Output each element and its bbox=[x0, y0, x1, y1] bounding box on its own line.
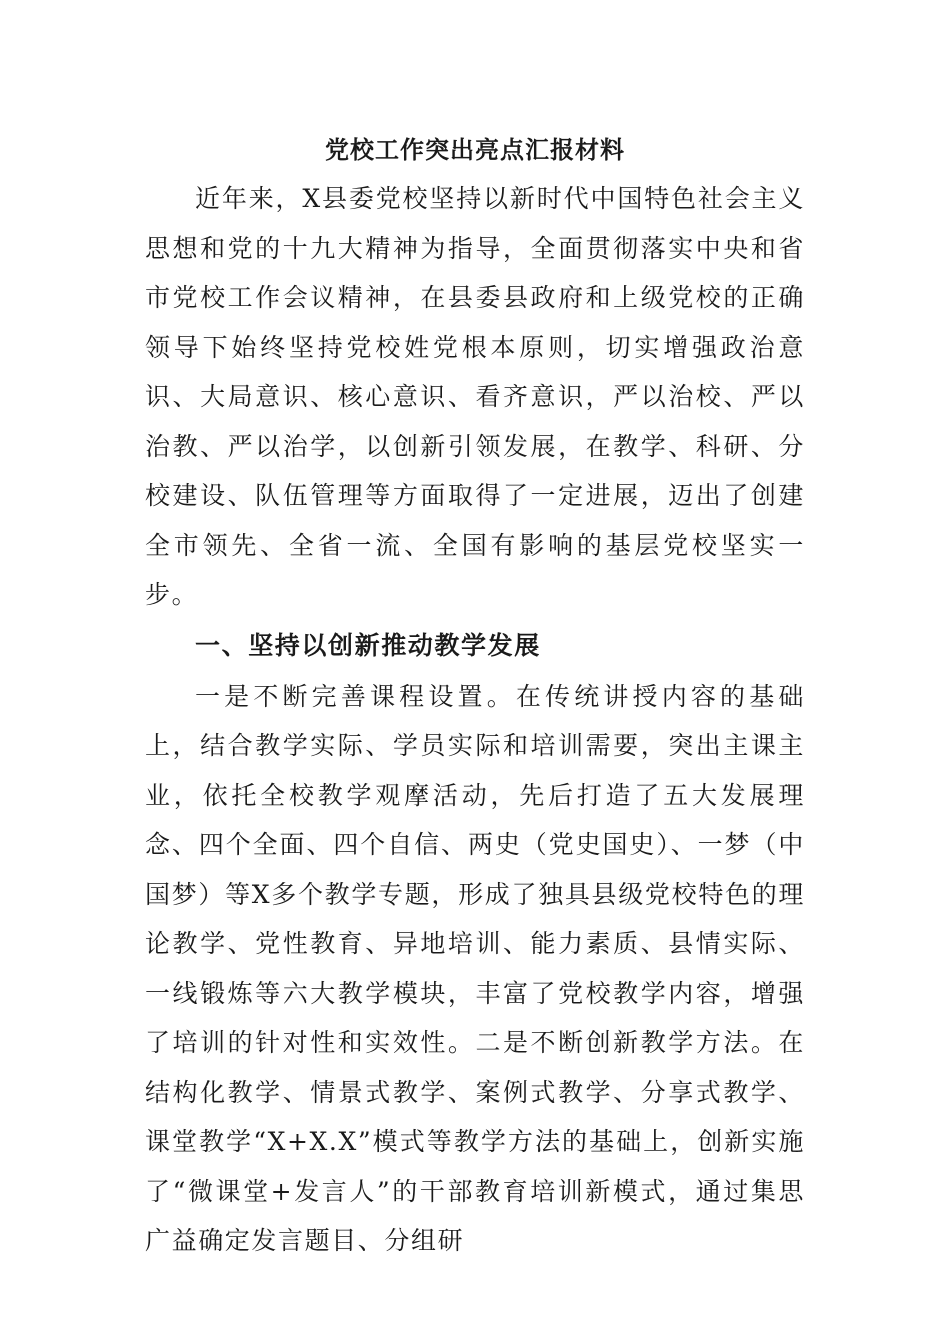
document-title: 党校工作突出亮点汇报材料 bbox=[325, 135, 625, 164]
section-heading: 一、坚持以创新推动教学发展 bbox=[195, 630, 541, 660]
section-paragraph: 一是不断完善课程设置。在传统讲授内容的基础上，结合教学实际、学员实际和培训需要，突出主课主业，依托全校教学观摩活动，先后打造了五大发展理念、四个全面、四个自信、两史（党史国史）、一梦（中国梦）等X多个教学专题，形成了独具县级党校特色的理论教学、党性教育、异地培训、能力素质、县情实际、一线锻炼等六大教学模块，丰富了党校教学内容，增强了培训的针对性和实效性。二是不断创新教学方法。在结构化教学、情景式教学、案例式教学、分享式教学、课堂教学“X+X.X”模式等教学方法的基础上，创新实施了“微课堂+发言人”的干部教育培训新模式，通过集思广益确定发言题目、分组研 bbox=[145, 681, 805, 1255]
document-page bbox=[145, 126, 805, 1266]
intro-paragraph: 近年来，X县委党校坚持以新时代中国特色社会主义思想和党的十九大精神为指导，全面贯彻落实中央和省市党校工作会议精神，在县委县政府和上级党校的正确领导下始终坚持党校姓党根本原则，切实增强政治意识、大局意识、核心意识、看齐意识，严以治校、严以治教、严以治学，以创新引领发展，在教学、科研、分校建设、队伍管理等方面取得了一定进展，迈出了创建全市领先、全省一流、全国有影响的基层党校坚实一步。 bbox=[145, 184, 805, 609]
